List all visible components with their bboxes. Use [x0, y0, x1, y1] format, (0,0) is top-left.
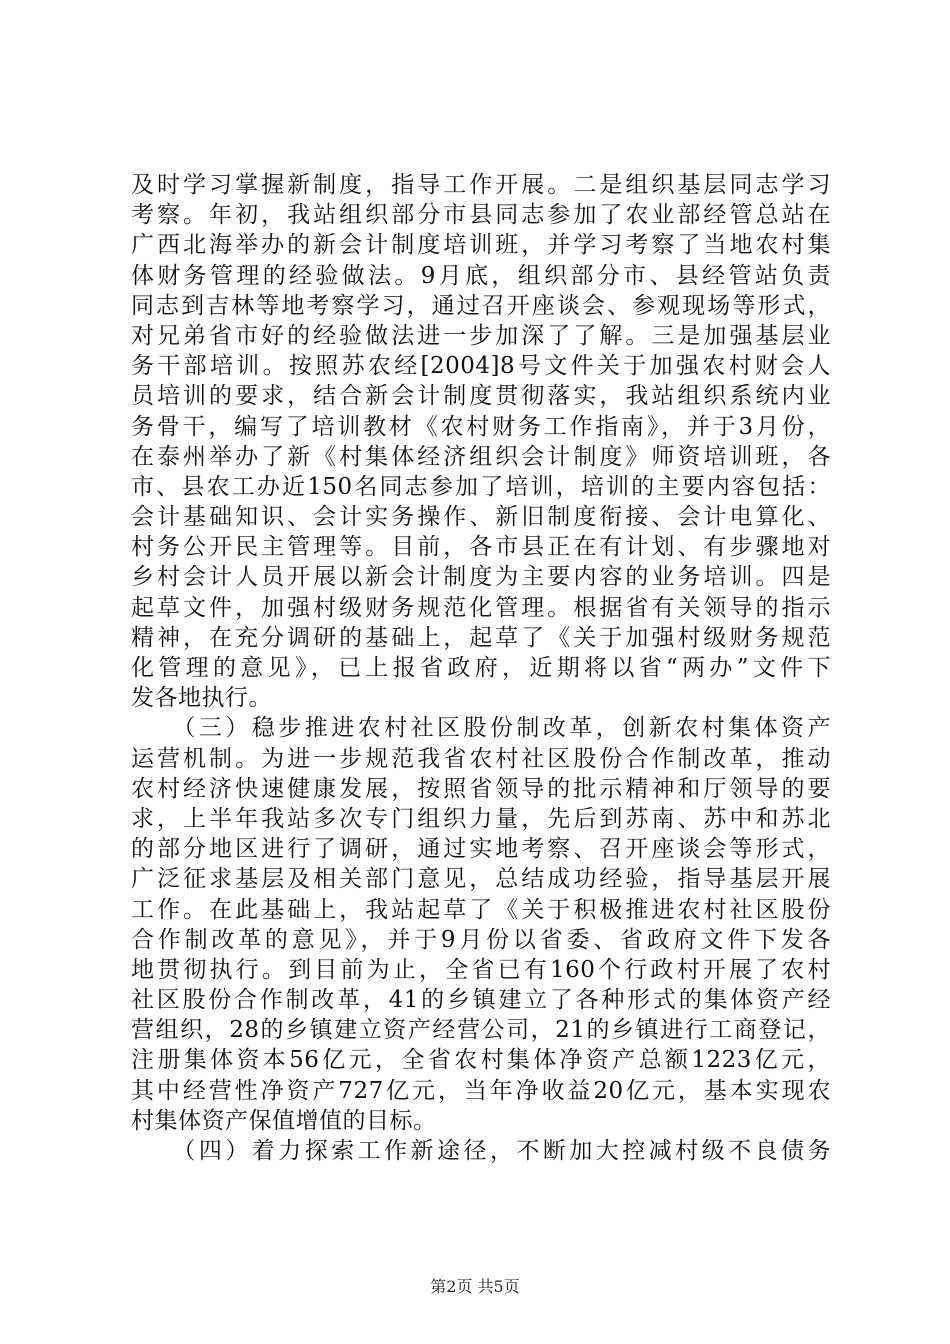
- text-line: 对兄弟省市好的经验做法进一步加深了了解。三是加强基层业: [131, 322, 831, 349]
- text-line: 会计基础知识、会计实务操作、新旧制度衔接、会计电算化、: [131, 504, 831, 531]
- text-line: 社区股份合作制改革，41的乡镇建立了各种形式的集体资产经: [131, 987, 831, 1014]
- text-line: 其中经营性净资产727亿元，当年净收益20亿元，基本实现农: [131, 1077, 831, 1104]
- text-line: 合作制改革的意见》，并于9月份以省委、省政府文件下发各: [131, 926, 831, 953]
- text-line: 及时学习掌握新制度，指导工作开展。二是组织基层同志学习: [131, 172, 831, 198]
- text-line: 乡村会计人员开展以新会计制度为主要内容的业务培训。四是: [131, 564, 831, 591]
- text-line: 同志到吉林等地考察学习，通过召开座谈会、参观现场等形式，: [131, 292, 831, 319]
- text-line: 考察。年初，我站组织部分市县同志参加了农业部经管总站在: [131, 202, 831, 229]
- text-line: 发各地执行。: [131, 685, 272, 712]
- text-line: 务骨干，编写了培训教材《农村财务工作指南》，并于3月份，: [131, 413, 831, 440]
- text-line: 在泰州举办了新《村集体经济组织会计制度》师资培训班，各: [131, 443, 831, 470]
- text-line: 市、县农工办近150名同志参加了培训，培训的主要内容包括：: [131, 473, 831, 500]
- text-line: 求，上半年我站多次专门组织力量，先后到苏南、苏中和苏北: [131, 805, 831, 832]
- text-line: 广泛征求基层及相关部门意见，总结成功经验，指导基层开展: [131, 866, 831, 893]
- text-line: 员培训的要求，结合新会计制度贯彻落实，我站组织系统内业: [131, 383, 831, 410]
- text-line: （四）着力探索工作新途径，不断加大控减村级不良债务: [131, 1138, 831, 1164]
- text-line: （三）稳步推进农村社区股份制改革，创新农村集体资产: [131, 715, 831, 742]
- body-text: [131, 170, 831, 1166]
- text-line: 体财务管理的经验做法。9月底，组织部分市、县经管站负责: [131, 262, 831, 289]
- text-line: 农村经济快速健康发展，按照省领导的批示精神和厅领导的要: [131, 775, 831, 802]
- text-line: 起草文件，加强村级财务规范化管理。根据省有关领导的指示: [131, 594, 831, 621]
- text-line: 村务公开民主管理等。目前，各市县正在有计划、有步骤地对: [131, 534, 831, 561]
- page-footer: 第2页 共5页: [430, 1277, 520, 1296]
- text-line: 广西北海举办的新会计制度培训班，并学习考察了当地农村集: [131, 232, 831, 259]
- text-line: 工作。在此基础上，我站起草了《关于积极推进农村社区股份: [131, 896, 831, 923]
- text-line: 村集体资产保值增值的目标。: [131, 1107, 437, 1134]
- text-line: 运营机制。为进一步规范我省农村社区股份合作制改革，推动: [131, 745, 831, 772]
- text-line: 化管理的意见》，已上报省政府，近期将以省“两办”文件下: [131, 655, 831, 681]
- text-line: 营组织，28的乡镇建立资产经营公司，21的乡镇进行工商登记，: [131, 1017, 831, 1044]
- text-line: 务干部培训。按照苏农经[2004]8号文件关于加强农村财会人: [131, 353, 831, 380]
- text-line: 的部分地区进行了调研，通过实地考察、召开座谈会等形式，: [131, 836, 831, 863]
- text-line: 精神，在充分调研的基础上，起草了《关于加强村级财务规范: [131, 624, 831, 651]
- text-line: 注册集体资本56亿元，全省农村集体净资产总额1223亿元，: [131, 1047, 831, 1074]
- text-line: 地贯彻执行。到目前为止，全省已有160个行政村开展了农村: [131, 956, 831, 983]
